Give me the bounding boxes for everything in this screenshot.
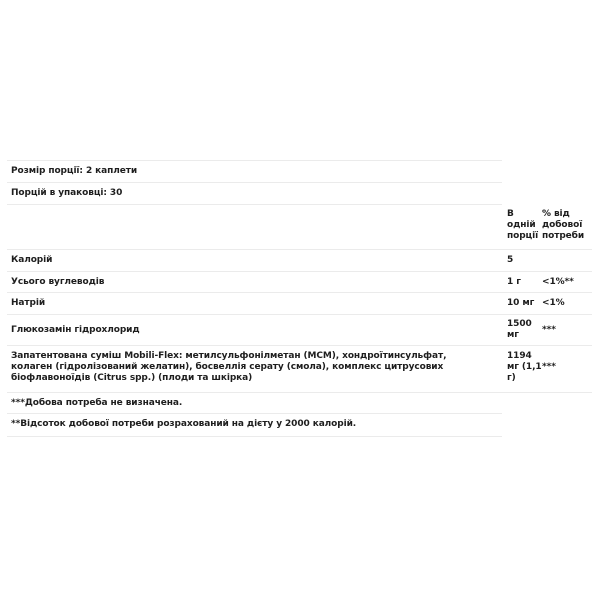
nutrient-name: Запатентована суміш Mobili-Flex: метилсульфонілметан (MCM), хондроїтинсульфат, колаген (гідролізований желатин), босвеллія серату (смола), комплекс цитрусових біофлавоноїдів (Citrus spp.) (плоди та шкірка) [11,351,447,383]
table-row [7,346,592,393]
serving-size: Розмір порції: 2 каплети [11,166,138,176]
table-row [7,293,592,315]
nutrient-dv: <1% [542,298,565,308]
nutrient-dv: *** [542,362,556,372]
servings-per-container: Порцій в упаковці: 30 [11,188,123,198]
nutrient-name: Глюкозамін гідрохлорид [11,325,140,335]
nutrient-amount: 5 [507,255,514,265]
nutrient-name: Натрій [11,298,46,308]
nutrient-amount: 1 г [507,277,521,287]
table-row [7,250,592,272]
nutrient-dv: <1%** [542,277,574,287]
footnote-row [7,414,502,437]
servings-per-container-row [7,183,502,205]
table-header-row [7,205,592,250]
nutrient-name: Калорій [11,255,53,265]
footnote-dv-basis: **Відсоток добової потреби розрахований на дієту у 2000 калорій. [11,419,357,429]
nutrient-amount: 1194 мг (1,1 г) [507,351,542,383]
nutrient-amount: 1500 мг [507,319,532,340]
nutrient-amount: 10 мг [507,298,535,308]
footnote-row [7,393,502,414]
header-amount-per-serving: В одній порції [507,209,539,241]
header-daily-value: % від добової потреби [542,209,585,241]
nutrient-dv: *** [542,325,556,335]
footnote-dv-not-established: ***Добова потреба не визначена. [11,398,183,408]
serving-size-row [7,161,502,183]
table-row [7,315,592,346]
table-row [7,272,592,293]
nutrient-name: Усього вуглеводів [11,277,105,287]
